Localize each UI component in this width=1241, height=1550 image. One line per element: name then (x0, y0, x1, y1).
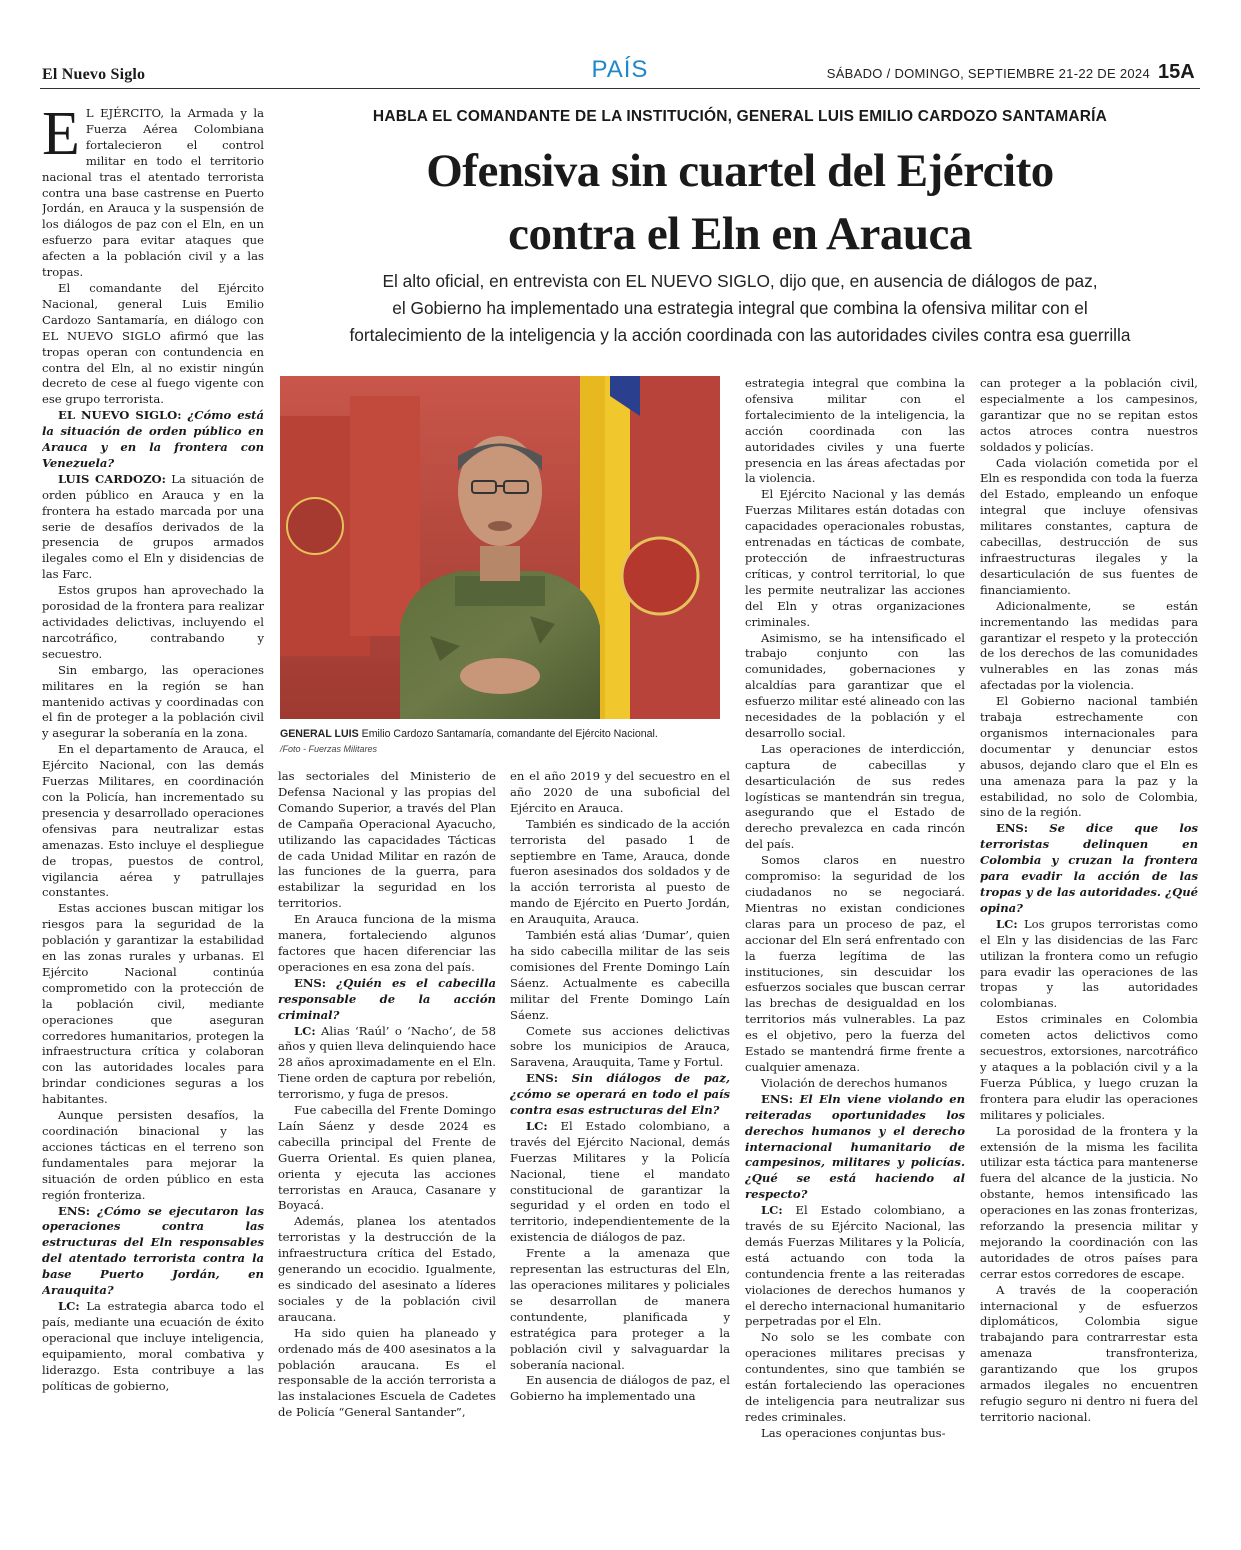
paragraph: Estos grupos han aprovechado la porosidad de la frontera para realizar actividades delictivas, incluyendo el narcotráfico, contrabando y secuestro. (42, 583, 264, 661)
paragraph: El comandante del Ejército Nacional, general Luis Emilio Cardozo Santamaría, en diálogo con EL NUEVO SIGLO afirmó que las tropas operan con contundencia en contra del Eln, al no existir ningún decreto de cese al fuego vigente con ese grupo terrorista. (42, 280, 264, 407)
article-column-2 (278, 769, 496, 1522)
interview-question: ENS: Se dice que los terroristas delinquen en Colombia y cruzan la frontera para evadir la acción de las tropas y de las autoridades. ¿Qué opina? (980, 821, 1198, 915)
paragraph: Las operaciones conjuntas bus- (761, 1425, 946, 1440)
paragraph: Además, planea los atentados terroristas y la destrucción de la infraestructura crítica del Estado, generando un ecocidio. Igualmente, es sindicado del asesinato a líderes sociales y de la población civil araucana. (278, 1214, 496, 1324)
paragraph: Adicionalmente, se están incrementando las medidas para garantizar el respeto y la protección de los derechos de las comunidades vulnerables en las zonas más afectadas por la violencia. (980, 598, 1198, 693)
paragraph: en el año 2019 y del secuestro en el año 2020 de una suboficial del Ejército en Arauca. (510, 769, 730, 815)
paragraph: can proteger a la población civil, especialmente a los campesinos, garantizar que no se repitan estos actos atroces contra nuestros soldados y policías. (980, 376, 1198, 454)
deck-line-3: fortalecimiento de la inteligencia y la acción coordinada con las autoridades civiles contra esa guerrilla (349, 325, 1131, 345)
paragraph: En Arauca funciona de la misma manera, fortaleciendo algunos factores que hacen diferenciar las operaciones en esa zona del país. (278, 912, 496, 974)
headline-line-1: Ofensiva sin cuartel del Ejército (426, 145, 1054, 197)
paragraph: Ha sido quien ha planeado y ordenado más de 400 asesinatos a la población araucana. Es el responsable de la acción terrorista a las instalaciones Escuela de Cadetes de Policía “General Santander”, (278, 1325, 496, 1420)
paragraph: Estos criminales en Colombia cometen actos delictivos como secuestros, extorsiones, narcotráfico y ataques a la población civil y a la Fuerza Pública, y luego cruzan la frontera para eludir las operaciones militares y policiales. (980, 1012, 1198, 1122)
paragraph: En el departamento de Arauca, el Ejército Nacional, con las demás Fuerzas Militares, en coordinación con la Policía, han incrementado su presencia y desarrollado operaciones ofensivas para neutralizar estas amenazas. Esto incluye el despliegue de tropas, puestos de control, vigilancia aérea y patrullajes constantes. (42, 742, 264, 900)
paragraph: En ausencia de diálogos de paz, el Gobierno ha implementado una (510, 1373, 730, 1404)
paragraph: Las operaciones de interdicción, captura de cabecillas y desarticulación de sus redes logísticas se mantendrán sin tregua, asegurando que el Estado de derecho prevalezca en cada rincón del país. (745, 741, 965, 852)
paragraph: Frente a la amenaza que representan las estructuras del Eln, las operaciones militares y policiales se desarrollan de manera contundente, planificada y estratégica para proteger a la población civil y salvaguardar la soberanía nacional. (510, 1246, 730, 1372)
subheading: Violación de derechos humanos (761, 1075, 948, 1090)
photo-caption: GENERAL LUIS Emilio Cardozo Santamaría, comandante del Ejército Nacional. (280, 728, 658, 740)
headline (280, 140, 1200, 266)
interview-answer: LC: Los grupos terroristas como el Eln y las disidencias de las Farc utilizan la frontera como un refugio para evadir las operaciones de las tropas y las autoridades colombianas. (980, 916, 1198, 1011)
dateline: SÁBADO / DOMINGO, SEPTIEMBRE 21-22 DE 2024 (826, 66, 1150, 81)
interview-question: ENS: El Eln viene violando en reiteradas oportunidades los derechos humanos y el derecho internacional humanitario de campesinos, militares y policías. ¿Qué se está haciendo al respecto? (745, 1091, 965, 1202)
interview-question: ENS: ¿Quién es el cabecilla responsable de la acción criminal? (278, 975, 496, 1022)
photo-credit: /Foto - Fuerzas Militares (280, 744, 378, 754)
paragraph: estrategia integral que combina la ofensiva militar con el fortalecimiento de la inteligencia, la acción coordinada con las autoridades civiles y una fuerte presencia en las áreas afectadas por la violencia. (745, 376, 965, 486)
paragraph: También es sindicado de la acción terrorista del pasado 1 de septiembre en Tame, Arauca, donde fueron asesinados dos soldados y de la acción terrorista al puesto de mando de Ejército en Puerto Jordán, en Arauquita, Arauca. (510, 816, 730, 927)
article-column-1 (42, 106, 264, 1522)
interview-question: ENS: Sin diálogos de paz, ¿cómo se operará en todo el país contra esas estructuras del Eln? (510, 1071, 730, 1118)
paragraph: Aunque persisten desafíos, la coordinación binacional y las acciones tácticas en el terreno son fundamentales para mejorar la situación de orden público en esta región fronteriza. (42, 1108, 264, 1202)
photo-general-portrait (280, 376, 720, 719)
interview-question: ENS: ¿Cómo se ejecutaron las operaciones contra las estructuras del Eln responsables del atentado terrorista contra la base Puerto Jordán, en Arauquita? (42, 1203, 264, 1298)
paragraph: También está alias ‘Dumar’, quien ha sido cabecilla militar de las seis comisiones del Frente Domingo Laín Sáenz. Actualmente es cabecilla militar del Frente Domingo Laín Sáenz. (510, 928, 730, 1022)
deck-line-2: el Gobierno ha implementado una estrategia integral que combina la ofensiva militar con el (392, 298, 1088, 318)
paragraph: Sin embargo, las operaciones militares en la región se han mantenido activas y coordinadas con el fin de proteger a la población civil y asegurar la soberanía en la zona. (42, 662, 264, 741)
paragraph: Somos claros en nuestro compromiso: la seguridad de los ciudadanos no se negociará. Mientras no existan condiciones claras para un proceso de paz, el accionar del Eln será enfrentado con la fuerza legítima de las instituciones, sin descuidar los esfuerzos sociales que buscan cerrar las brechas de desigualdad en los territorios más vulnerables. La paz es el objetivo, pero la fuerza del Estado se mantendrá firme frente a cualquier amenaza. (745, 853, 965, 1074)
paragraph: Cada violación cometida por el Eln es respondida con toda la fuerza del Estado, empleando un enfoque integral que incluye ofensivas militares constantes, captura de cabecillas, destrucción de sus infraestructuras ilegales y la desarticulación de sus fuentes de financiamiento. (980, 455, 1198, 597)
paragraph: No solo se les combate con operaciones militares precisas y contundentes, sino que también se están fortaleciendo las operaciones de inteligencia para neutralizar sus redes criminales. (745, 1330, 965, 1424)
interview-answer: LC: El Estado colombiano, a través del Ejército Nacional, demás Fuerzas Militares y la Policía Nacional, tiene el mandato constitucional de garantizar la seguridad y el orden en todo el territorio, independientemente de la existencia de diálogos de paz. (510, 1118, 730, 1245)
section-label: PAÍS (591, 56, 649, 83)
page-number: 15A (1158, 61, 1195, 83)
kicker: HABLA EL COMANDANTE DE LA INSTITUCIÓN, GENERAL LUIS EMILIO CARDOZO SANTAMARÍA (372, 108, 1108, 125)
interview-answer: LUIS CARDOZO: La situación de orden público en Arauca y en la frontera ha estado marcada por una serie de desafíos derivados de la presencia de grupos armados ilegales como el Eln y disidencias de las Farc. (42, 471, 264, 582)
interview-answer: LC: Alias ‘Raúl’ o ‘Nacho’, de 58 años y quien lleva delinquiendo hace 28 años aproximadamente en el Eln. Tiene orden de captura por rebelión, terrorismo, y fuga de presos. (278, 1023, 496, 1102)
article-column-4 (745, 376, 965, 1522)
masthead: El Nuevo Siglo (42, 66, 146, 83)
article-column-3 (510, 769, 730, 1522)
interview-question: EL NUEVO SIGLO: ¿Cómo está la situación de orden público en Arauca y en la frontera con Venezuela? (42, 408, 264, 470)
paragraph: Estas acciones buscan mitigar los riesgos para la seguridad de la población y garantizar la estabilidad en las zonas rurales y urbanas. El Ejército Nacional continúa comprometido con la protección de la población civil, mediante operaciones que aseguran corredores humanitarios, protegen la infraestructura crítica y colaboran con las autoridades locales para brindar condiciones seguras a los habitantes. (42, 901, 264, 1107)
article-column-5 (980, 376, 1198, 1522)
paragraph: Fue cabecilla del Frente Domingo Laín Sáenz y desde 2024 es cabecilla principal del Frente de Guerra Oriental. Es quien planea, orienta y ejecuta las acciones terroristas en Arauca, Casanare y Boyacá. (278, 1103, 496, 1213)
paragraph: El Gobierno nacional también trabaja estrechamente con organismos internacionales para documentar y denunciar estos abusos, dejando claro que el Eln es una amenaza para la paz y la estabilidad, no solo de Colombia, sino de la región. (980, 694, 1198, 820)
deck (270, 268, 1210, 349)
paragraph: Asimismo, se ha intensificado el trabajo conjunto con las comunidades, gobernaciones y alcaldías para garantizar que el esfuerzo militar esté alineado con las necesidades de la población y el desarrollo social. (745, 630, 965, 740)
drop-cap: E (42, 106, 80, 168)
lead-paragraph: E L EJÉRCITO, la Armada y la Fuerza Aérea Colombiana fortalecieron el control militar en todo el territorio nacional tras el atentado terrorista contra una base castrense en Puerto Jordán, en Arauca y la suspensión de los diálogos de paz con el Eln, en un esfuerzo para evitar ataques que afecten a la población civil y a las tropas. (42, 106, 264, 280)
headline-line-2: contra el Eln en Arauca (508, 208, 972, 260)
deck-line-1: El alto oficial, en entrevista con EL NUEVO SIGLO, dijo que, en ausencia de diálogos de paz, (382, 271, 1098, 291)
paragraph: Comete sus acciones delictivas sobre los municipios de Arauca, Saravena, Arauquita, Tame y Fortul. (510, 1023, 730, 1070)
photo-illustration (280, 376, 720, 719)
interview-answer: LC: El Estado colombiano, a través de su Ejército Nacional, las demás Fuerzas Militares y la Policía, está actuando con toda la contundencia frente a las reiteradas violaciones de derechos humanos y el derecho internacional humanitario perpetradas por el Eln. (745, 1203, 965, 1329)
paragraph: El Ejército Nacional y las demás Fuerzas Militares están dotadas con capacidades operacionales robustas, entrenadas en tácticas de combate, protección de infraestructuras críticas, y control territorial, lo que les permite neutralizar las acciones del Eln y otras organizaciones criminales. (745, 487, 965, 629)
paragraph: La porosidad de la frontera y la extensión de la misma les facilita utilizar esta táctica para mantenerse fuera del alcance de la justicia. No obstante, hemos intensificado las operaciones en las zonas fronterizas, reforzando la presencia militar y mejorando la coordinación con las autoridades de otros países para cerrar estos corredores de escape. (980, 1123, 1198, 1281)
paragraph: las sectoriales del Ministerio de Defensa Nacional y las propias del Comando Superior, a través del Plan de Campaña Operacional Ayacucho, utilizando las capacidades Tácticas de cada Unidad Militar en razón de las funciones de la guerra, para estabilizar la seguridad en los territorios. (278, 769, 496, 911)
interview-answer: LC: La estrategia abarca todo el país, mediante una ecuación de éxito operacional que incluye inteligencia, equipamiento, moral combativa y liderazgo. Esta contribuye a las políticas de gobierno, (42, 1298, 264, 1393)
paragraph: A través de la cooperación internacional y de esfuerzos diplomáticos, Colombia sigue trabajando para contrarrestar esta amenaza transfronteriza, garantizando que los grupos armados ilegales no encuentren refugio seguro ni dentro ni fuera del territorio nacional. (980, 1282, 1198, 1424)
header-rule (40, 88, 1200, 89)
